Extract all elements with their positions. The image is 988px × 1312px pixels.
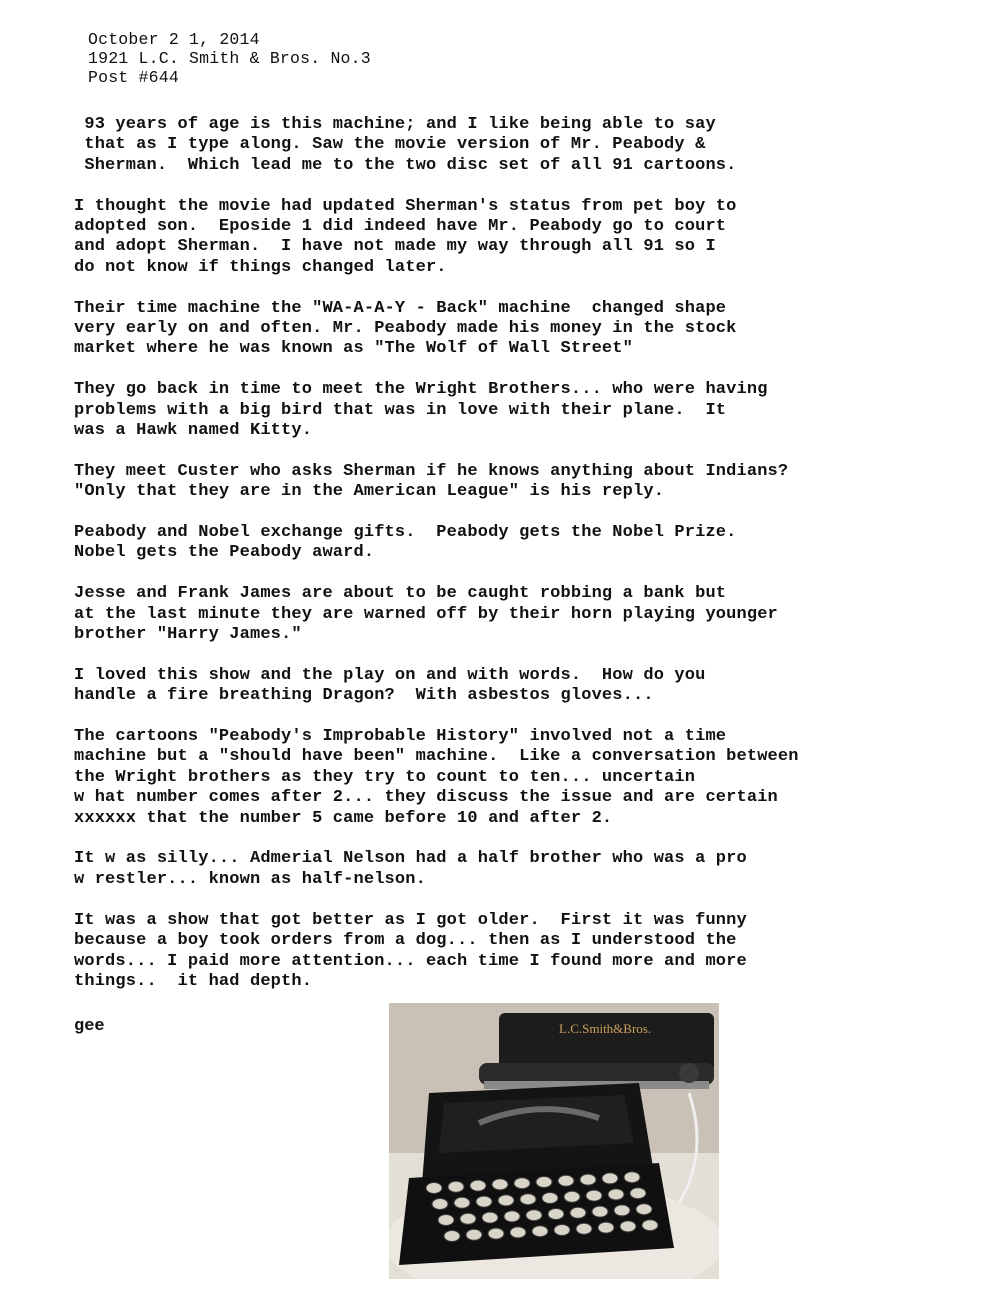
key bbox=[498, 1195, 514, 1206]
key bbox=[470, 1180, 486, 1191]
typewriter-photo bbox=[389, 1003, 719, 1279]
text-line: 93 years of age is this machine; and I like being able to say bbox=[74, 115, 716, 134]
key bbox=[448, 1181, 464, 1192]
key bbox=[510, 1227, 526, 1238]
paragraph bbox=[74, 299, 954, 360]
letter-body bbox=[74, 115, 954, 1013]
key bbox=[466, 1229, 482, 1240]
letter-header bbox=[88, 30, 371, 87]
paragraph bbox=[74, 584, 954, 645]
text-line: It w as silly... Admerial Nelson had a half brother who was a pro bbox=[74, 849, 747, 869]
key bbox=[548, 1209, 564, 1220]
text-line: handle a fire breathing Dragon? With asbestos gloves... bbox=[74, 686, 654, 706]
key bbox=[492, 1179, 508, 1190]
text-line: market where he was known as "The Wolf of Wall Street" bbox=[74, 339, 633, 359]
key bbox=[586, 1190, 602, 1201]
key bbox=[542, 1193, 558, 1204]
key bbox=[620, 1221, 636, 1232]
text-line: They meet Custer who asks Sherman if he knows anything about Indians? bbox=[74, 461, 789, 481]
key bbox=[558, 1175, 574, 1186]
key bbox=[554, 1225, 570, 1236]
text-line: It was a show that got better as I got older. First it was funny bbox=[74, 910, 747, 930]
text-line: that as I type along. Saw the movie version of Mr. Peabody & bbox=[74, 135, 706, 155]
text-line: w hat number comes after 2... they discuss the issue and are certain bbox=[74, 788, 778, 808]
text-line: Sherman. Which lead me to the two disc set of all 91 cartoons. bbox=[74, 155, 737, 175]
key bbox=[454, 1197, 470, 1208]
text-line: brother "Harry James." bbox=[74, 625, 302, 645]
text-line: They go back in time to meet the Wright Brothers... who were having bbox=[74, 380, 768, 400]
key bbox=[602, 1173, 618, 1184]
key bbox=[444, 1231, 460, 1242]
text-line: I thought the movie had updated Sherman's status from pet boy to bbox=[74, 196, 737, 216]
text-line: The cartoons "Peabody's Improbable History" involved not a time bbox=[74, 727, 727, 747]
text-line: do not know if things changed later. bbox=[74, 257, 447, 277]
key bbox=[580, 1174, 596, 1185]
signature: gee bbox=[74, 1017, 105, 1036]
key bbox=[576, 1223, 592, 1234]
text-line: I loved this show and the play on and with words. How do you bbox=[74, 665, 706, 685]
text-line: adopted son. Eposide 1 did indeed have Mr. Peabody go to court bbox=[74, 217, 727, 237]
paragraph bbox=[74, 849, 954, 890]
key bbox=[636, 1204, 652, 1215]
key bbox=[504, 1211, 520, 1222]
key bbox=[642, 1220, 658, 1231]
key bbox=[536, 1177, 552, 1188]
paragraph bbox=[74, 462, 954, 503]
text-line: Peabody and Nobel exchange gifts. Peabody gets the Nobel Prize. bbox=[74, 523, 737, 543]
key bbox=[598, 1222, 614, 1233]
text-line: "Only that they are in the American League" is his reply. bbox=[74, 482, 665, 502]
key bbox=[526, 1210, 542, 1221]
text-line: words... I paid more attention... each time I found more and more bbox=[74, 951, 747, 971]
key bbox=[592, 1206, 608, 1217]
text-line: machine but a "should have been" machine. Like a conversation between bbox=[74, 747, 799, 767]
key bbox=[630, 1188, 646, 1199]
text-line: Their time machine the "WA-A-A-Y - Back" machine changed shape bbox=[74, 298, 727, 318]
text-line: and adopt Sherman. I have not made my way through all 91 so I bbox=[74, 237, 716, 257]
text-line: the Wright brothers as they try to count to ten... uncertain bbox=[74, 767, 696, 787]
typewriter-illustration bbox=[389, 1003, 719, 1279]
key bbox=[476, 1196, 492, 1207]
key bbox=[514, 1178, 530, 1189]
paragraph bbox=[74, 666, 954, 707]
paragraph bbox=[74, 115, 954, 176]
key bbox=[488, 1228, 504, 1239]
key bbox=[482, 1212, 498, 1223]
text-line: because a boy took orders from a dog... then as I understood the bbox=[74, 931, 737, 951]
paragraph bbox=[74, 380, 954, 441]
text-line: xxxxxx that the number 5 came before 10 and after 2. bbox=[74, 808, 613, 828]
paragraph bbox=[74, 523, 954, 564]
paragraph bbox=[74, 911, 954, 993]
date-line: October 2 1, 2014 bbox=[88, 30, 260, 49]
text-line: problems with a big bird that was in love with their plane. It bbox=[74, 400, 727, 420]
key bbox=[520, 1194, 536, 1205]
key bbox=[624, 1172, 640, 1183]
key bbox=[608, 1189, 624, 1200]
post-number: Post #644 bbox=[88, 68, 179, 87]
key bbox=[460, 1213, 476, 1224]
machine-line: 1921 L.C. Smith & Bros. No.3 bbox=[88, 49, 371, 68]
key bbox=[532, 1226, 548, 1237]
key bbox=[438, 1215, 454, 1226]
paragraph bbox=[74, 197, 954, 279]
key bbox=[564, 1191, 580, 1202]
key bbox=[432, 1199, 448, 1210]
key bbox=[570, 1207, 586, 1218]
text-line: was a Hawk named Kitty. bbox=[74, 421, 313, 441]
key bbox=[426, 1183, 442, 1194]
text-line: things.. it had depth. bbox=[74, 971, 313, 991]
key bbox=[614, 1205, 630, 1216]
paragraph bbox=[74, 727, 954, 829]
text-line: very early on and often. Mr. Peabody made his money in the stock bbox=[74, 319, 737, 339]
text-line: Nobel gets the Peabody award. bbox=[74, 543, 375, 563]
text-line: Jesse and Frank James are about to be caught robbing a bank but bbox=[74, 584, 727, 604]
text-line: at the last minute they are warned off by their horn playing younger bbox=[74, 604, 778, 624]
text-line: w restler... known as half-nelson. bbox=[74, 869, 426, 889]
brand-label: L.C.Smith&Bros. bbox=[559, 1021, 652, 1036]
